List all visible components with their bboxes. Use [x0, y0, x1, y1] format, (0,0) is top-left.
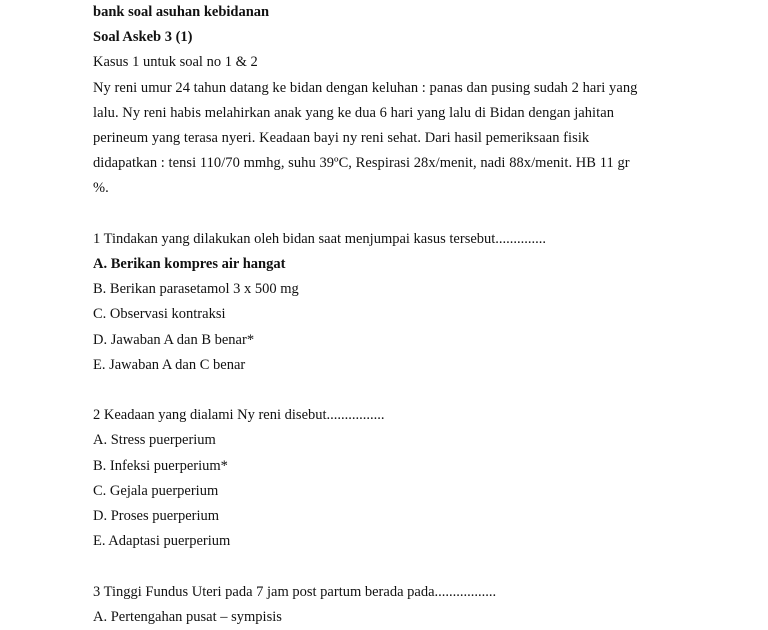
case-description	[93, 76, 693, 202]
option-item: A. Pertengahan pusat – sympisis	[93, 608, 282, 625]
option-item: E. Adaptasi puerperium	[93, 533, 231, 550]
option-item: B. Infeksi puerperium*	[93, 457, 228, 474]
case-line: perineum yang terasa nyeri. Keadaan bayi ny reni sehat. Dari hasil pemeriksaan fisik	[93, 130, 590, 147]
case-line: didapatkan : tensi 110/70 mmhg, suhu 39ºC, Respirasi 28x/menit, nadi 88x/menit. HB 11 gr	[93, 155, 630, 172]
option-item: E. Jawaban A dan C benar	[93, 356, 246, 373]
question-2	[93, 403, 693, 554]
case-line: Ny reni umur 24 tahun datang ke bidan dengan keluhan : panas dan pusing sudah 2 hari yang	[93, 79, 638, 96]
option-item: D. Proses puerperium	[93, 508, 220, 525]
document-title: bank soal asuhan kebidanan	[93, 4, 270, 20]
document-subtitle: Soal Askeb 3 (1)	[93, 29, 193, 46]
spacer	[93, 202, 693, 227]
spacer	[93, 554, 693, 579]
case-header: Kasus 1 untuk soal no 1 & 2	[93, 54, 258, 71]
question-1	[93, 227, 693, 378]
option-item: D. Jawaban A dan B benar*	[93, 331, 255, 348]
case-line: lalu. Ny reni habis melahirkan anak yang ke dua 6 hari yang lalu di Bidan dengan jahitan	[93, 104, 615, 121]
option-item: C. Observasi kontraksi	[93, 306, 226, 323]
question-3	[93, 580, 693, 630]
question-text: 2 Keadaan yang dialami Ny reni disebut................	[93, 407, 385, 424]
document-page	[93, 0, 693, 630]
question-text: 3 Tinggi Fundus Uteri pada 7 jam post partum berada pada.................	[93, 583, 497, 600]
option-item: C. Gejala puerperium	[93, 482, 219, 499]
option-item: A. Stress puerperium	[93, 432, 216, 449]
option-item: A. Berikan kompres air hangat	[93, 256, 286, 273]
question-text: 1 Tindakan yang dilakukan oleh bidan saat menjumpai kasus tersebut..............	[93, 230, 547, 247]
option-item: B. Berikan parasetamol 3 x 500 mg	[93, 281, 299, 298]
spacer	[93, 378, 693, 403]
case-line: %.	[93, 180, 109, 197]
